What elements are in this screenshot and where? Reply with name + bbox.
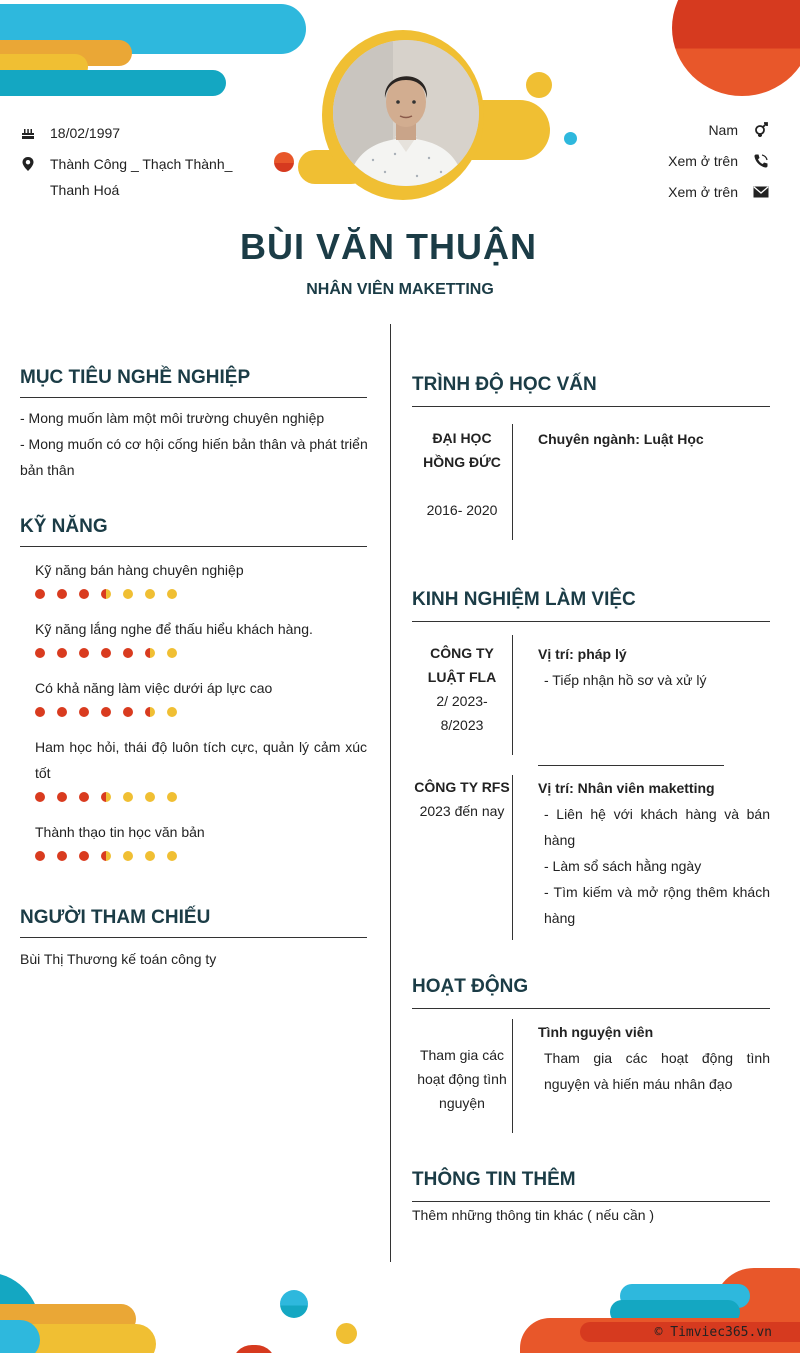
company-line-1: CÔNG TY (430, 645, 494, 661)
job-task: - Liên hệ với khách hàng và bán hàng (544, 806, 770, 848)
skill-rating (35, 792, 367, 802)
activities-details (538, 1019, 770, 1097)
decor-top-right (672, 0, 800, 96)
skill-item (35, 819, 367, 861)
decor-dot-orange (274, 152, 294, 172)
job-task: - Tìm kiếm và mở rộng thêm khách hàng (544, 884, 770, 926)
job-position: Vị trí: Nhân viên maketting (538, 780, 715, 796)
skills-title: KỸ NĂNG (20, 516, 108, 537)
job-divider (512, 775, 513, 940)
objective-underline (20, 397, 367, 398)
skill-label: Kỹ năng lắng nghe để thấu hiểu khách hàng. (35, 621, 313, 637)
avatar (333, 40, 479, 186)
mail-icon (752, 186, 770, 198)
experience-underline (412, 621, 770, 622)
job-period-2: 8/2023 (440, 717, 484, 733)
birthday-row (20, 120, 120, 146)
activities-left (412, 1043, 512, 1115)
mail-row (668, 184, 770, 200)
activities-title: HOẠT ĐỘNG (412, 976, 529, 997)
job-details (538, 641, 770, 693)
company-line-1: CÔNG TY RFS (414, 779, 510, 795)
column-divider (390, 324, 391, 1262)
skill-rating (35, 589, 367, 599)
job-divider (512, 635, 513, 755)
experience-title: KINH NGHIỆM LÀM VIỆC (412, 589, 636, 610)
skill-label: Có khả năng làm việc dưới áp lực cao (35, 680, 273, 696)
decor-dot-yellow-bottom (336, 1323, 357, 1344)
skill-item (35, 616, 367, 658)
education-title: TRÌNH ĐỘ HỌC VẤN (412, 374, 597, 395)
job-period-1: 2023 đến nay (419, 803, 505, 819)
decor-dot-blue (564, 132, 577, 145)
activity-desc: Tham gia các hoạt động tình nguyện và hiến máu nhân đạo (544, 1050, 770, 1092)
reference-underline (20, 937, 367, 938)
activity-line-3: nguyện (439, 1095, 485, 1111)
phone-row (668, 153, 770, 169)
gender-row (708, 122, 770, 138)
skill-rating (35, 648, 367, 658)
job-period-1: 2/ 2023- (436, 693, 488, 709)
objective-title: MỤC TIÊU NGHỀ NGHIỆP (20, 367, 251, 388)
job-task: - Làm sổ sách hằng ngày (544, 858, 702, 874)
education-school (412, 426, 512, 474)
address-row (20, 151, 275, 203)
phone-icon (752, 153, 770, 169)
skills-underline (20, 546, 367, 547)
objective-line-2: - Mong muốn có cơ hội cống hiến bản thân và phát triển bản thân (20, 436, 368, 478)
more-info-text: Thêm những thông tin khác ( nếu cần ) (412, 1207, 655, 1223)
skill-rating (35, 851, 367, 861)
activity-role: Tình nguyện viên (538, 1024, 654, 1040)
birthday-cake-icon (20, 120, 36, 146)
skill-label: Thành thạo tin học văn bản (35, 824, 205, 840)
phone-text: Xem ở trên (668, 153, 738, 169)
job-task: - Tiếp nhận hồ sơ và xử lý (544, 672, 707, 688)
activities-underline (412, 1008, 770, 1009)
address-text: Thành Công _ Thạch Thành_ Thanh Hoá (50, 156, 233, 198)
activity-line-1: Tham gia các (419, 1047, 505, 1063)
objective-line-1: - Mong muốn làm một môi trường chuyên nghiệp (20, 410, 325, 426)
education-underline (412, 406, 770, 407)
gender-text: Nam (708, 122, 738, 138)
school-line-1: ĐẠI HỌC (432, 430, 492, 446)
job-company (412, 775, 512, 823)
candidate-name: BÙI VĂN THUẬN (240, 226, 537, 267)
copyright-text: © Timviec365.vn (654, 1325, 772, 1340)
education-divider (512, 424, 513, 540)
decor-top-left (0, 0, 310, 100)
activity-line-2: hoạt động tình (417, 1071, 507, 1087)
job-title: NHÂN VIÊN MAKETTING (306, 281, 494, 298)
activities-divider (512, 1019, 513, 1133)
education-major (538, 426, 770, 452)
job-company (412, 641, 512, 737)
company-line-2: LUẬT FLA (427, 669, 497, 685)
job-position: Vị trí: pháp lý (538, 646, 627, 662)
major-text: Chuyên ngành: Luật Học (538, 431, 704, 447)
school-line-2: HỒNG ĐỨC (423, 454, 501, 470)
skill-label: Ham học hỏi, thái độ luôn tích cực, quản lý cảm xúc tốt (35, 739, 367, 781)
skill-label: Kỹ năng bán hàng chuyên nghiệp (35, 562, 244, 578)
decor-dot-blue-bottom (280, 1290, 308, 1318)
more-info-title: THÔNG TIN THÊM (412, 1169, 576, 1190)
job-separator (538, 765, 724, 766)
skill-item (35, 557, 367, 599)
skill-item (35, 734, 367, 802)
decor-dot-red-bottom (232, 1345, 276, 1353)
reference-title: NGƯỜI THAM CHIẾU (20, 907, 211, 928)
gender-icon (752, 122, 770, 138)
reference-text: Bùi Thị Thương kế toán công ty (20, 951, 217, 967)
decor-dot-yellow (526, 72, 552, 98)
location-pin-icon (20, 151, 36, 177)
decor-bottom-left (0, 1260, 190, 1353)
mail-text: Xem ở trên (668, 184, 738, 200)
birthday-text: 18/02/1997 (50, 125, 121, 141)
education-period: 2016- 2020 (426, 502, 498, 518)
job-details (538, 775, 770, 931)
skill-rating (35, 707, 367, 717)
skill-item (35, 675, 367, 717)
